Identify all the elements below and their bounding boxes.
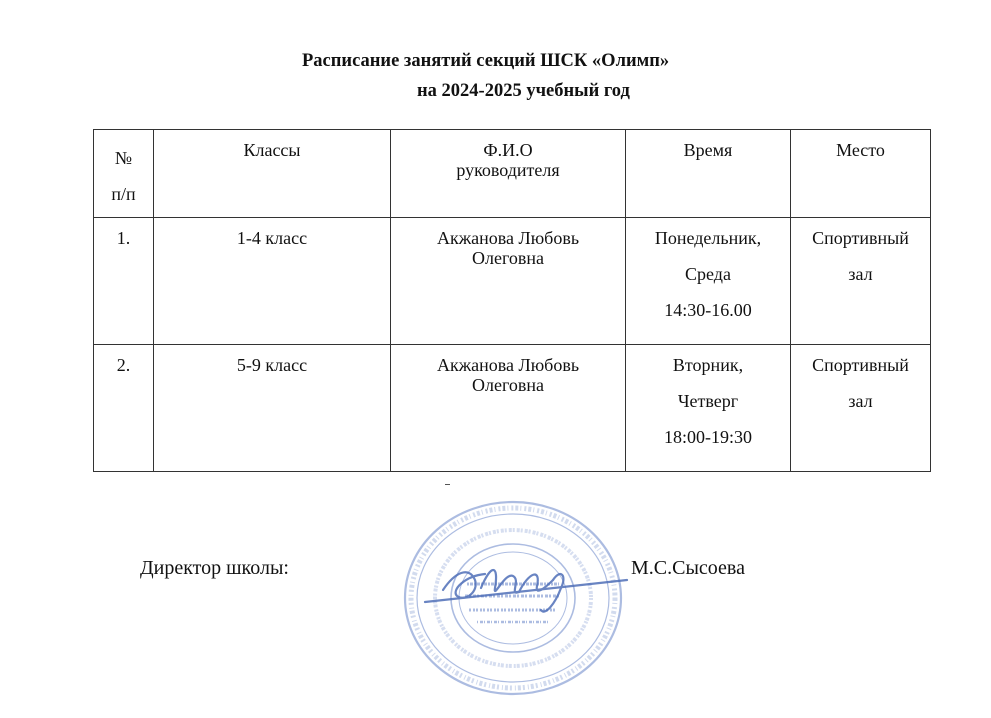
row1-day1: Понедельник,: [654, 228, 762, 248]
row2-leader-line2: Олеговна: [471, 375, 545, 395]
row1-num-value: 1.: [116, 228, 131, 248]
row2-day2: Четверг: [677, 391, 739, 411]
document-title-line1: Расписание занятий секций ШСК «Олимп»: [302, 51, 670, 71]
director-name: М.С.Сысоева: [631, 557, 745, 579]
school-stamp-seal-icon: [395, 492, 635, 702]
header-leader-line2: руководителя: [456, 160, 560, 180]
row1-num: [94, 218, 154, 345]
row1-place-line2: зал: [848, 264, 873, 284]
row1-classes: [154, 218, 391, 345]
row2-day1: Вторник,: [672, 355, 744, 375]
row1-time: [626, 218, 791, 345]
header-place: [791, 130, 931, 218]
header-leader: [391, 130, 626, 218]
table-row: [94, 345, 931, 472]
header-place-label: Место: [836, 140, 885, 160]
row2-hours: 18:00-19:30: [664, 427, 752, 447]
row1-leader-line1: Акжанова Любовь: [436, 228, 580, 248]
row2-classes: [154, 345, 391, 472]
row2-place: [791, 345, 931, 472]
header-num: [94, 130, 154, 218]
schedule-table: [93, 129, 931, 472]
stray-dash-mark: [445, 484, 450, 485]
header-num-line2: п/п: [111, 184, 136, 204]
row2-time: [626, 345, 791, 472]
header-num-line1: №: [114, 148, 133, 168]
row2-classes-value: 5-9 класс: [236, 355, 308, 375]
row1-day2: Среда: [685, 264, 731, 284]
row2-place-line1: Спортивный: [812, 355, 909, 375]
document-title-line2: на 2024-2025 учебный год: [417, 81, 630, 101]
header-classes-label: Классы: [243, 140, 301, 160]
row1-place: [791, 218, 931, 345]
header-time-label: Время: [683, 140, 733, 160]
row2-leader-line1: Акжанова Любовь: [436, 355, 580, 375]
row1-place-line1: Спортивный: [812, 228, 909, 248]
row1-leader: [391, 218, 626, 345]
row1-hours: 14:30-16.00: [664, 300, 752, 320]
header-leader-line1: Ф.И.О: [483, 140, 533, 160]
row1-leader-line2: Олеговна: [471, 248, 545, 268]
header-classes: [154, 130, 391, 218]
table-row: [94, 218, 931, 345]
header-time: [626, 130, 791, 218]
row2-num: [94, 345, 154, 472]
row2-place-line2: зал: [848, 391, 873, 411]
director-label: Директор школы:: [140, 557, 289, 579]
row1-classes-value: 1-4 класс: [236, 228, 308, 248]
row2-num-value: 2.: [116, 355, 131, 375]
row2-leader: [391, 345, 626, 472]
table-header-row: [94, 130, 931, 218]
